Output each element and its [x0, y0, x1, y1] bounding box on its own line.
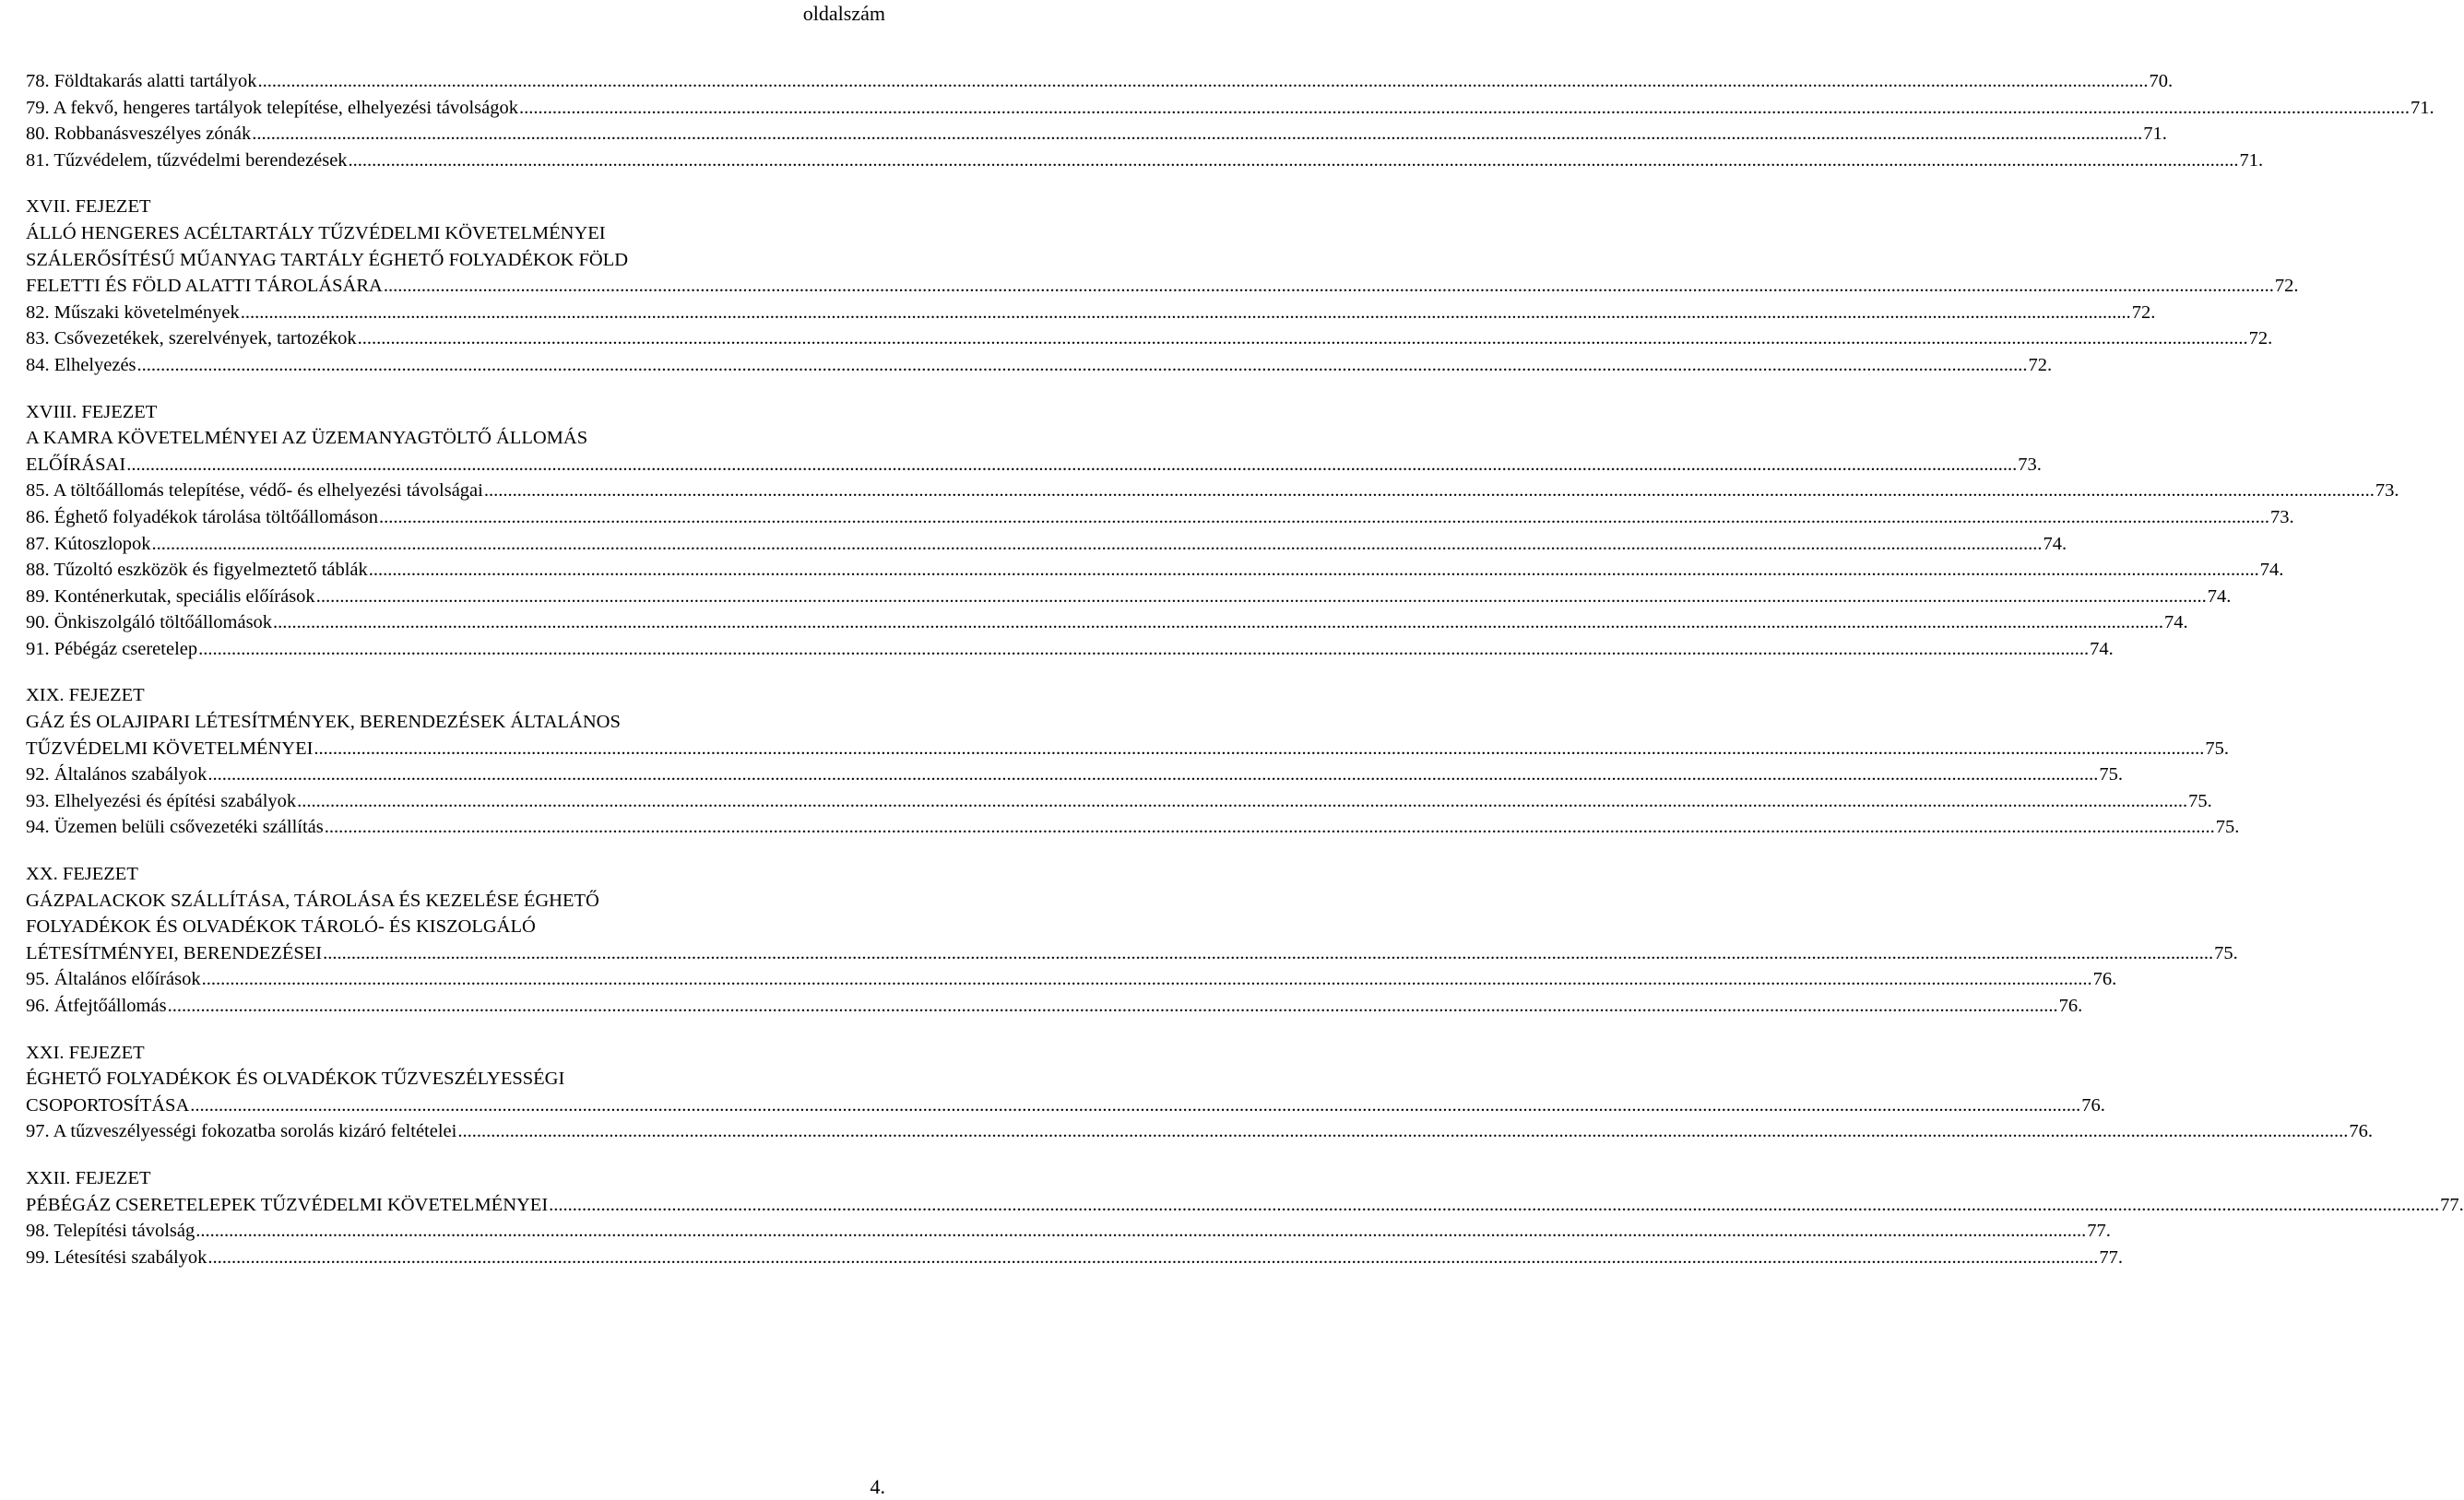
toc-leader-dots: ................................................................................................................................................................................................................................................................................................................................................................................................................ [483, 480, 2375, 502]
toc-entry-page: 76. [2092, 969, 2117, 990]
toc-entry[interactable] [26, 914, 850, 940]
toc-entry-page: 72. [2274, 276, 2299, 297]
toc-entry-page: 77. [2440, 1194, 2464, 1215]
toc-leader-dots: ................................................................................................................................................................................................................................................................................................................................................................................................................ [198, 638, 2090, 659]
toc-entry-title: A KAMRA KÖVETELMÉNYEI AZ ÜZEMANYAGTÖLTŐ ÁLLOMÁS [26, 428, 588, 449]
toc-entry-title: 82. Műszaki követelmények [26, 301, 240, 323]
toc-entry[interactable] [26, 1165, 850, 1192]
toc-entry-title: 98. Telepítési távolság [26, 1221, 195, 1242]
toc-leader-dots: ................................................................................................................................................................................................................................................................................................................................................................................................................ [348, 149, 2239, 171]
toc-entry[interactable] [26, 993, 2083, 1020]
toc-leader-dots: ................................................................................................................................................................................................................................................................................................................................................................................................................ [457, 1121, 2349, 1142]
toc-entry-title: 85. A töltőállomás telepítése, védő- és elhelyezési távolságai [26, 480, 483, 502]
section-spacer [26, 173, 850, 194]
toc-entry-page: 74. [2164, 612, 2188, 633]
toc-entry-title: FELETTI ÉS FÖLD ALATTI TÁROLÁSÁRA [26, 276, 383, 297]
toc-entry-title: 78. Földtakarás alatti tartályok [26, 71, 257, 91]
toc-entry-title: 90. Önkiszolgáló töltőállomások [26, 612, 273, 633]
toc-entry[interactable] [26, 1040, 850, 1067]
toc-leader-dots: ................................................................................................................................................................................................................................................................................................................................................................................................................ [167, 996, 2058, 1016]
toc-entry-title: CSOPORTOSÍTÁSA [26, 1094, 190, 1116]
toc-entry-title: TŰZVÉDELMI KÖVETELMÉNYEI [26, 738, 314, 759]
toc-entry-page: 77. [2099, 1246, 2124, 1268]
toc-entry[interactable] [26, 247, 850, 274]
toc-entry-title: 99. Létesítési szabályok [26, 1246, 207, 1268]
toc-entry[interactable] [26, 814, 2240, 841]
toc-entry[interactable] [26, 478, 2399, 504]
toc-entry-page: 75. [2188, 790, 2212, 811]
toc-entry[interactable] [26, 557, 2284, 584]
toc-entry[interactable] [26, 194, 850, 220]
toc-entry[interactable] [26, 1118, 2373, 1145]
toc-entry-title: 79. A fekvő, hengeres tartályok telepítése, elhelyezési távolságok [26, 97, 518, 118]
toc-entry[interactable] [26, 966, 2117, 993]
toc-entry[interactable] [26, 1218, 2111, 1245]
toc-leader-dots: ................................................................................................................................................................................................................................................................................................................................................................................................................ [240, 301, 2131, 323]
toc-entry[interactable] [26, 762, 2124, 788]
toc-entry-title: ÁLLÓ HENGERES ACÉLTARTÁLY TŰZVÉDELMI KÖVETELMÉNYEI [26, 222, 606, 243]
toc-leader-dots: ................................................................................................................................................................................................................................................................................................................................................................................................................ [151, 533, 2043, 554]
toc-entry-page: 72. [2131, 301, 2156, 323]
toc-entry[interactable] [26, 584, 2232, 610]
table-of-contents [26, 68, 2464, 1270]
toc-entry[interactable] [26, 940, 2238, 967]
toc-entry-page: 76. [2081, 1094, 2105, 1116]
toc-entry-page: 75. [2215, 817, 2240, 838]
toc-entry[interactable] [26, 121, 2167, 148]
page-number-footer: 4. [870, 1475, 885, 1498]
toc-leader-dots: ................................................................................................................................................................................................................................................................................................................................................................................................................ [252, 124, 2143, 145]
section-spacer [26, 841, 850, 861]
toc-entry[interactable] [26, 636, 2114, 663]
toc-leader-dots: ................................................................................................................................................................................................................................................................................................................................................................................................................ [273, 612, 2164, 633]
toc-leader-dots: ................................................................................................................................................................................................................................................................................................................................................................................................................ [383, 276, 2274, 297]
toc-entry[interactable] [26, 609, 2188, 636]
toc-leader-dots: ................................................................................................................................................................................................................................................................................................................................................................................................................ [136, 354, 2028, 375]
toc-entry-page: 71. [2239, 149, 2264, 171]
toc-entry[interactable] [26, 1192, 2464, 1219]
toc-leader-dots: ................................................................................................................................................................................................................................................................................................................................................................................................................ [357, 328, 2248, 349]
toc-leader-dots: ................................................................................................................................................................................................................................................................................................................................................................................................................ [126, 454, 2018, 475]
toc-entry-page: 71. [2143, 124, 2167, 145]
toc-entry-title: GÁZPALACKOK SZÁLLÍTÁSA, TÁROLÁSA ÉS KEZELÉSE ÉGHETŐ [26, 890, 599, 911]
toc-entry-title: 81. Tűzvédelem, tűzvédelmi berendezések [26, 149, 348, 171]
toc-entry-title: XXI. FEJEZET [26, 1042, 145, 1063]
toc-entry[interactable] [26, 300, 2156, 326]
toc-entry-page: 75. [2205, 738, 2230, 759]
toc-entry-page: 73. [2270, 506, 2294, 527]
toc-entry-page: 70. [2149, 71, 2174, 91]
toc-entry-page: 71. [2410, 97, 2434, 118]
toc-leader-dots: ................................................................................................................................................................................................................................................................................................................................................................................................................ [379, 506, 2270, 527]
toc-entry-title: 94. Üzemen belüli csővezetéki szállítás [26, 817, 324, 838]
toc-entry-title: 96. Átfejtőállomás [26, 996, 167, 1016]
toc-leader-dots: ................................................................................................................................................................................................................................................................................................................................................................................................................ [201, 969, 2092, 990]
toc-entry-title: 84. Elhelyezés [26, 354, 136, 375]
toc-entry-title: SZÁLERŐSÍTÉSŰ MŰANYAG TARTÁLY ÉGHETŐ FOLYADÉKOK FÖLD [26, 249, 628, 270]
section-spacer [26, 662, 850, 682]
toc-entry-title: 87. Kútoszlopok [26, 533, 151, 554]
toc-entry[interactable] [26, 736, 2230, 762]
toc-entry-title: 92. Általános szabályok [26, 764, 207, 785]
section-spacer [26, 1020, 850, 1040]
toc-entry[interactable] [26, 788, 2212, 815]
toc-entry-title: 97. A tűzveszélyességi fokozatba sorolás kizáró feltételei [26, 1121, 457, 1142]
toc-entry-title: XVII. FEJEZET [26, 196, 151, 218]
toc-entry-page: 72. [2028, 354, 2053, 375]
page-number-header: oldalszám [802, 2, 885, 25]
toc-entry[interactable] [26, 399, 850, 426]
toc-entry[interactable] [26, 1245, 2124, 1271]
toc-leader-dots: ................................................................................................................................................................................................................................................................................................................................................................................................................ [190, 1094, 2081, 1116]
toc-entry-title: 93. Elhelyezési és építési szabályok [26, 790, 297, 811]
toc-entry[interactable] [26, 1066, 850, 1093]
section-spacer [26, 379, 850, 399]
toc-entry-title: 86. Éghető folyadékok tárolása töltőállomáson [26, 506, 379, 527]
toc-entry-page: 77. [2087, 1221, 2111, 1242]
toc-entry[interactable] [26, 709, 850, 736]
toc-entry-page: 72. [2248, 328, 2273, 349]
toc-entry-page: 73. [2018, 454, 2042, 475]
toc-entry-title: FOLYADÉKOK ÉS OLVADÉKOK TÁROLÓ- ÉS KISZOLGÁLÓ [26, 916, 536, 938]
toc-leader-dots: ................................................................................................................................................................................................................................................................................................................................................................................................................ [207, 764, 2099, 785]
toc-entry-title: XX. FEJEZET [26, 864, 138, 885]
toc-entry-title: XXII. FEJEZET [26, 1167, 151, 1188]
toc-entry-title: ÉGHETŐ FOLYADÉKOK ÉS OLVADÉKOK TŰZVESZÉLYESSÉGI [26, 1069, 565, 1090]
toc-entry[interactable] [26, 888, 850, 915]
toc-leader-dots: ................................................................................................................................................................................................................................................................................................................................................................................................................ [549, 1194, 2440, 1215]
toc-entry-page: 74. [2043, 533, 2067, 554]
toc-entry[interactable] [26, 220, 850, 247]
toc-entry[interactable] [26, 452, 2042, 478]
toc-entry-title: XVIII. FEJEZET [26, 401, 158, 422]
toc-entry[interactable] [26, 531, 2067, 558]
toc-entry-title: PÉBÉGÁZ CSERETELEPEK TŰZVÉDELMI KÖVETELMÉNYEI [26, 1194, 549, 1215]
toc-entry[interactable] [26, 325, 2273, 352]
toc-entry[interactable] [26, 273, 2299, 300]
toc-leader-dots: ................................................................................................................................................................................................................................................................................................................................................................................................................ [518, 97, 2410, 118]
toc-entry[interactable] [26, 95, 2434, 122]
toc-entry-title: 88. Tűzoltó eszközök és figyelmeztető táblák [26, 560, 368, 581]
toc-entry-title: 80. Robbanásveszélyes zónák [26, 124, 252, 145]
toc-entry-page: 76. [2058, 996, 2083, 1016]
toc-entry[interactable] [26, 352, 2053, 379]
toc-leader-dots: ................................................................................................................................................................................................................................................................................................................................................................................................................ [368, 560, 2259, 581]
toc-entry-title: 91. Pébégáz cseretelep [26, 638, 198, 659]
toc-entry-page: 75. [2099, 764, 2124, 785]
toc-entry-page: 75. [2214, 942, 2238, 963]
toc-leader-dots: ................................................................................................................................................................................................................................................................................................................................................................................................................ [324, 817, 2215, 838]
toc-entry[interactable] [26, 682, 850, 709]
toc-entry-title: XIX. FEJEZET [26, 685, 145, 706]
toc-entry[interactable] [26, 504, 2294, 531]
toc-entry-title: 89. Konténerkutak, speciális előírások [26, 585, 315, 607]
section-spacer [26, 1145, 850, 1165]
toc-entry[interactable] [26, 68, 2174, 95]
toc-leader-dots: ................................................................................................................................................................................................................................................................................................................................................................................................................ [297, 790, 2188, 811]
toc-entry[interactable] [26, 1093, 2105, 1119]
toc-entry-title: ELŐÍRÁSAI [26, 454, 126, 475]
toc-entry-title: 95. Általános előírások [26, 969, 201, 990]
toc-entry-page: 73. [2375, 480, 2399, 502]
toc-entry[interactable] [26, 861, 850, 888]
toc-leader-dots: ................................................................................................................................................................................................................................................................................................................................................................................................................ [207, 1246, 2099, 1268]
toc-leader-dots: ................................................................................................................................................................................................................................................................................................................................................................................................................ [195, 1221, 2087, 1242]
toc-entry-title: 83. Csővezetékek, szerelvények, tartozékok [26, 328, 357, 349]
toc-leader-dots: ................................................................................................................................................................................................................................................................................................................................................................................................................ [314, 738, 2205, 759]
toc-entry-page: 76. [2349, 1121, 2373, 1142]
toc-leader-dots: ................................................................................................................................................................................................................................................................................................................................................................................................................ [257, 71, 2149, 91]
toc-entry[interactable] [26, 425, 850, 452]
toc-entry-title: GÁZ ÉS OLAJIPARI LÉTESÍTMÉNYEK, BERENDEZÉSEK ÁLTALÁNOS [26, 712, 621, 733]
toc-entry-page: 74. [2207, 585, 2232, 607]
toc-leader-dots: ................................................................................................................................................................................................................................................................................................................................................................................................................ [315, 585, 2207, 607]
toc-entry-title: LÉTESÍTMÉNYEI, BERENDEZÉSEI [26, 942, 323, 963]
toc-entry-page: 74. [2259, 560, 2284, 581]
toc-leader-dots: ................................................................................................................................................................................................................................................................................................................................................................................................................ [323, 942, 2214, 963]
toc-entry[interactable] [26, 148, 2264, 174]
toc-entry-page: 74. [2090, 638, 2114, 659]
